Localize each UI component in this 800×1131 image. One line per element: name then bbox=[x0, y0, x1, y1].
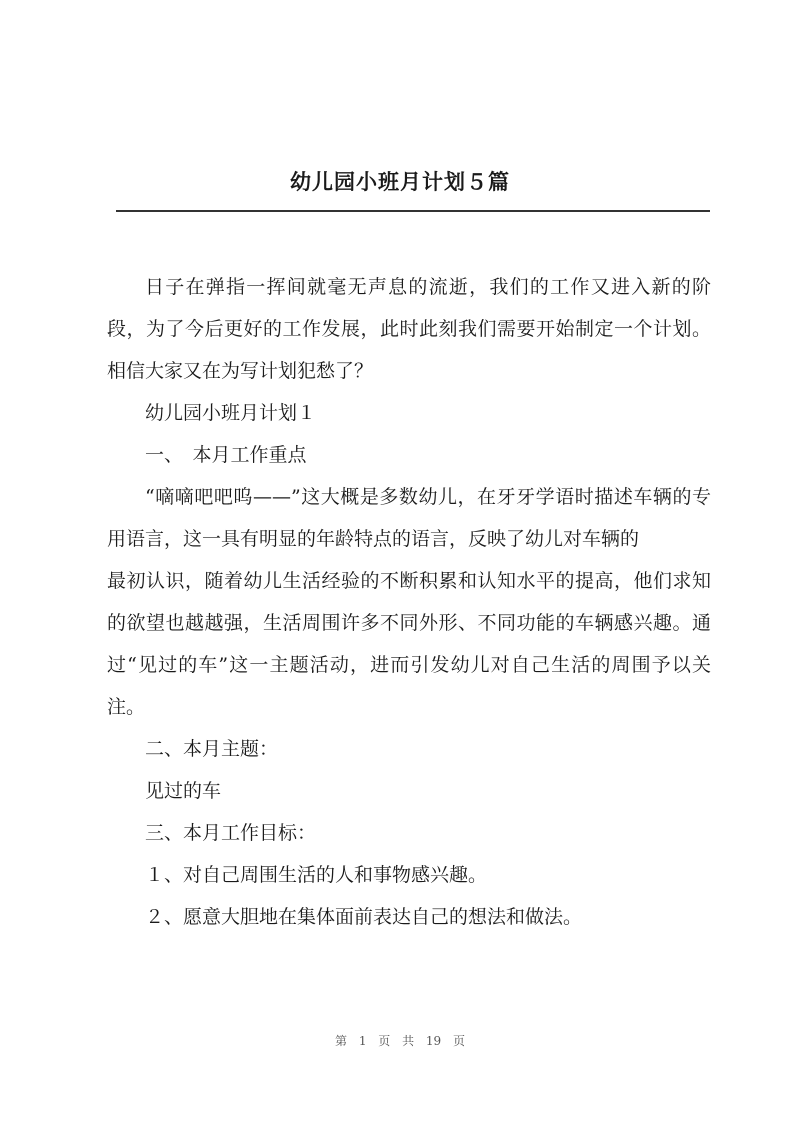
document-title: 幼儿园小班月计划５篇 bbox=[290, 169, 510, 194]
section-heading-2: 二、本月主题： bbox=[145, 738, 279, 760]
goal-item: ２、愿意大胆地在集体面前表达自己的想法和做法。 bbox=[145, 906, 583, 928]
section-heading-3: 三、本月工作目标： bbox=[145, 822, 317, 844]
body-paragraph: “嘀嘀吧吧呜——”这大概是多数幼儿，在牙牙学语时描述车辆的专用语言，这一具有明显的年龄特点的语言，反映了幼儿对车辆的 bbox=[107, 486, 711, 550]
title-divider bbox=[116, 210, 710, 212]
goal-item: １、对自己周围生活的人和事物感兴趣。 bbox=[145, 864, 488, 886]
intro-paragraph: 日子在弹指一挥间就毫无声息的流逝，我们的工作又进入新的阶段，为了今后更好的工作发展，此时此刻我们需要开始制定一个计划。相信大家又在为写计划犯愁了？ bbox=[107, 276, 711, 382]
page-number: 第 1 页 共 19 页 bbox=[335, 1034, 465, 1048]
document-body bbox=[107, 266, 711, 938]
body-paragraph-continued: 最初认识，随着幼儿生活经验的不断积累和认知水平的提高，他们求知的欲望也越越强，生活周围许多不同外形、不同功能的车辆感兴趣。通过“见过的车”这一主题活动，进而引发幼儿对自己生活的周围予以关注。 bbox=[107, 570, 711, 718]
plan-heading: 幼儿园小班月计划１ bbox=[145, 402, 317, 424]
theme-text: 见过的车 bbox=[145, 780, 222, 802]
section-heading-1: 一、 本月工作重点 bbox=[145, 444, 307, 466]
